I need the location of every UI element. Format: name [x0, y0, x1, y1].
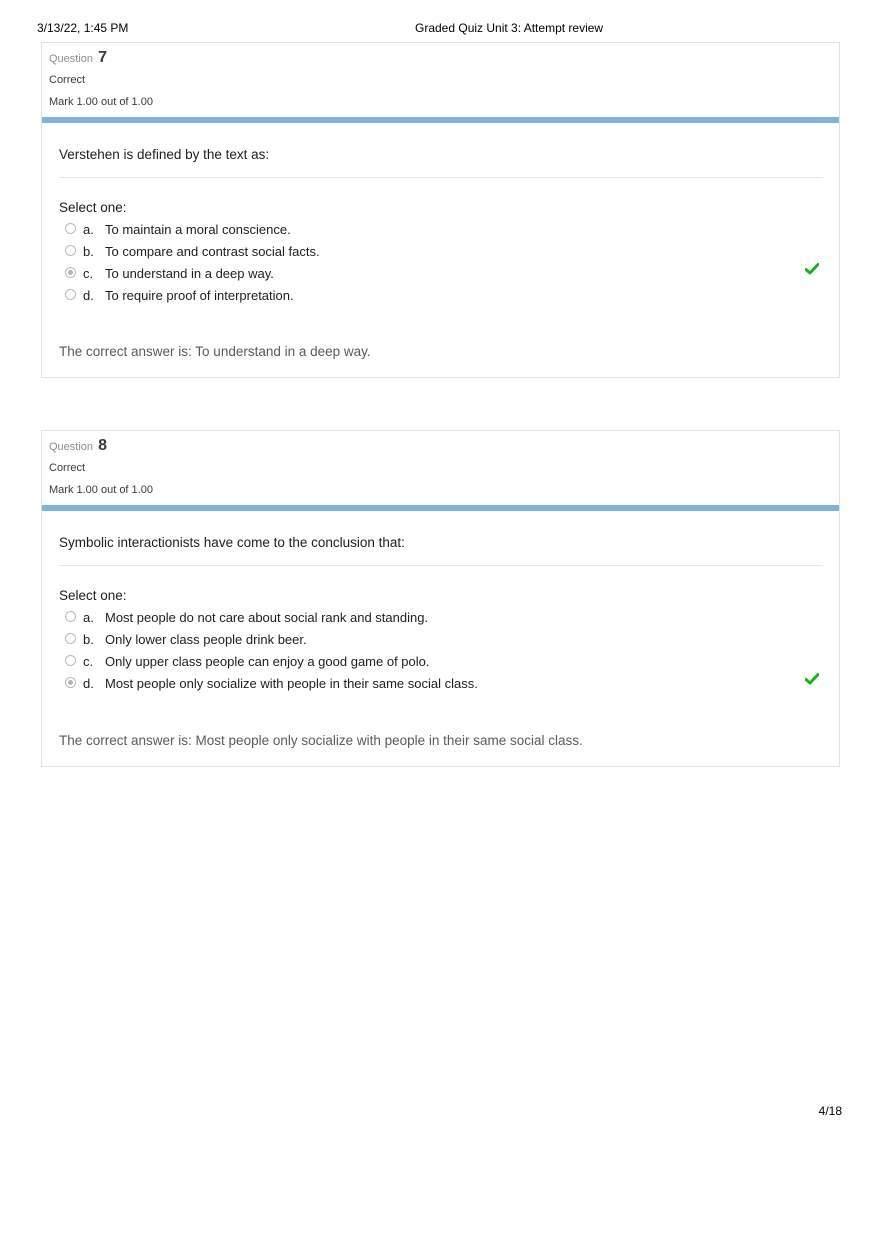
answer-letter: b.: [83, 244, 94, 259]
answer-letter: b.: [83, 632, 94, 647]
radio-icon[interactable]: [65, 289, 76, 300]
question-text: Verstehen is defined by the text as:: [59, 147, 823, 178]
question-text: Symbolic interactionists have come to the conclusion that:: [59, 535, 823, 566]
right-answer-feedback: The correct answer is: To understand in a deep way.: [59, 344, 371, 359]
question-grade: Mark 1.00 out of 1.00: [49, 484, 153, 496]
answer-option-b[interactable]: [65, 243, 819, 265]
answer-list: [65, 609, 819, 697]
answer-prompt: Select one:: [59, 588, 127, 603]
question-grade: Mark 1.00 out of 1.00: [49, 96, 153, 108]
radio-icon[interactable]: [65, 223, 76, 234]
question-info: [42, 431, 839, 505]
answer-text: To require proof of interpretation.: [105, 288, 294, 303]
answer-option-c[interactable]: [65, 653, 819, 675]
check-icon: [805, 673, 819, 685]
question-info: [42, 43, 839, 117]
radio-icon[interactable]: [65, 633, 76, 644]
print-header: [37, 21, 843, 37]
question-state: Correct: [49, 462, 86, 474]
answer-text: Only lower class people drink beer.: [105, 632, 307, 647]
radio-icon[interactable]: [65, 267, 76, 278]
answer-option-a[interactable]: [65, 221, 819, 243]
answer-text: To maintain a moral conscience.: [105, 222, 291, 237]
answer-letter: a.: [83, 610, 94, 625]
answer-list: [65, 221, 819, 309]
check-icon: [805, 263, 819, 275]
radio-icon[interactable]: [65, 611, 76, 622]
question-info-bar: [42, 505, 839, 511]
answer-option-a[interactable]: [65, 609, 819, 631]
answer-text: Most people only socialize with people in their same social class.: [105, 676, 478, 691]
radio-icon[interactable]: [65, 245, 76, 256]
question-number: Question 8: [49, 437, 107, 454]
answer-letter: c.: [83, 654, 94, 669]
question-info-bar: [42, 117, 839, 123]
answer-letter: d.: [83, 288, 94, 303]
answer-letter: a.: [83, 222, 94, 237]
answer-letter: c.: [83, 266, 94, 281]
right-answer-feedback: The correct answer is: Most people only socialize with people in their same social class.: [59, 733, 583, 748]
answer-text: To compare and contrast social facts.: [105, 244, 320, 259]
answer-prompt: Select one:: [59, 200, 127, 215]
answer-option-b[interactable]: [65, 631, 819, 653]
print-title: Graded Quiz Unit 3: Attempt review: [415, 21, 604, 35]
question-state: Correct: [49, 74, 86, 86]
answer-option-c[interactable]: [65, 265, 819, 287]
question-8: [41, 430, 840, 767]
answer-letter: d.: [83, 676, 94, 691]
print-datetime: 3/13/22, 1:45 PM: [37, 21, 129, 35]
question-number: Question 7: [49, 49, 107, 66]
answer-text: To understand in a deep way.: [105, 266, 274, 281]
question-7: [41, 42, 840, 378]
radio-icon[interactable]: [65, 677, 76, 688]
answer-text: Most people do not care about social rank and standing.: [105, 610, 429, 625]
answer-option-d[interactable]: [65, 675, 819, 697]
radio-icon[interactable]: [65, 655, 76, 666]
answer-option-d[interactable]: [65, 287, 819, 309]
answer-text: Only upper class people can enjoy a good game of polo.: [105, 654, 430, 669]
page-number: 4/18: [818, 1104, 842, 1118]
